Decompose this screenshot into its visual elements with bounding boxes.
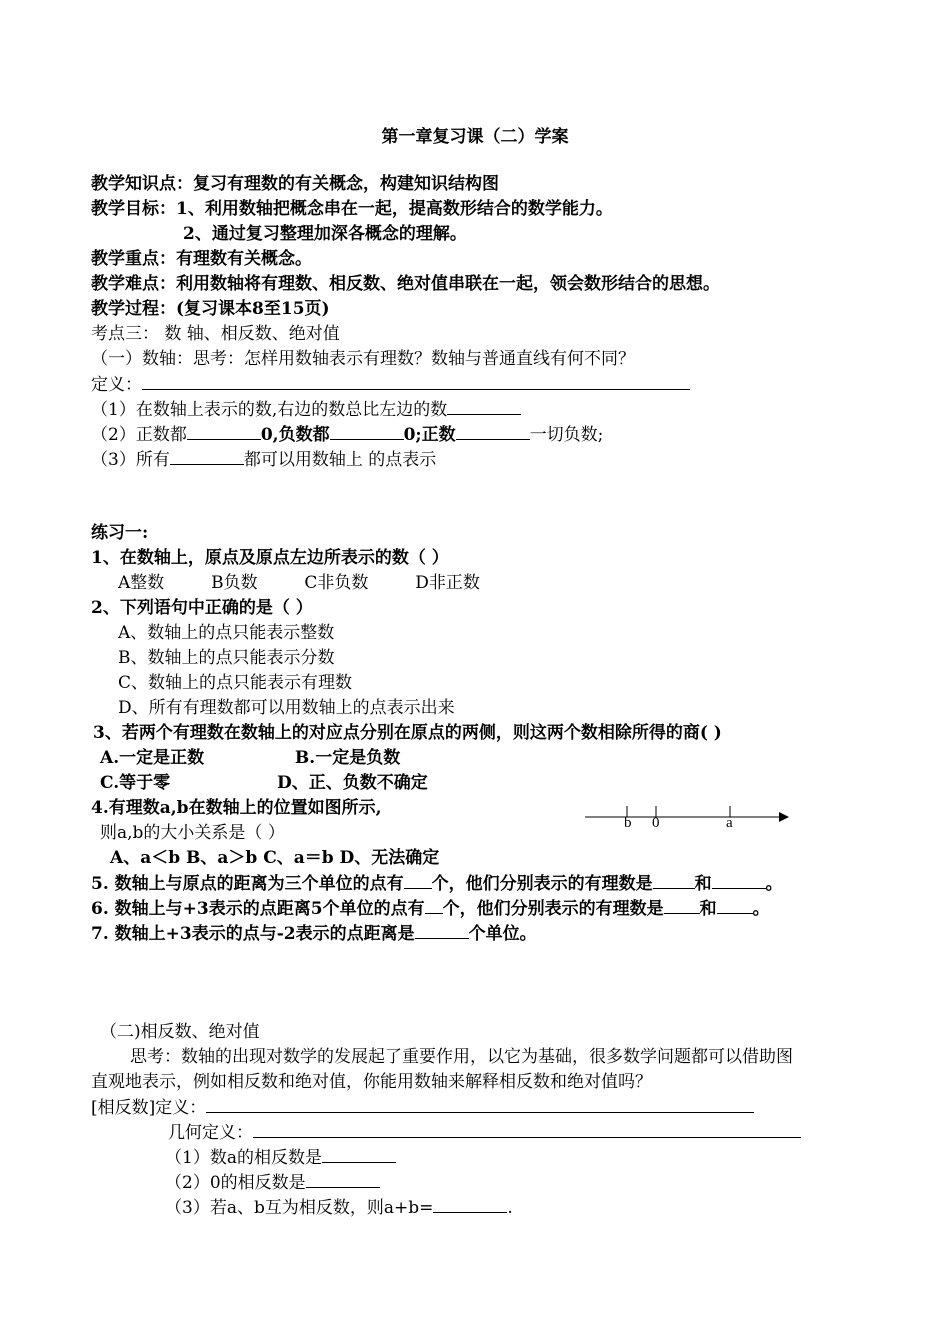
definition-line [91,373,690,396]
question-3-options-row2 [100,772,428,794]
option-c[interactable]: C.等于零 [100,773,171,793]
question-3-options-row1 [100,747,400,769]
blank[interactable] [330,423,404,440]
option-b[interactable]: B.一定是负数 [294,748,401,768]
definition-label: 定义： [91,375,142,395]
question-1: 1、在数轴上，原点及原点左边所表示的数（ ） [91,548,449,568]
section1-item1: （1）在数轴上表示的数,右边的数总比左边的数 [91,398,521,421]
teaching-difficulty: 教学难点：利用数轴将有理数、相反数、绝对值串联在一起，领会数形结合的思想。 [91,274,720,294]
section2-think-line2: 直观地表示，例如相反数和绝对值，你能用数轴来解释相反数和绝对值吗？ [91,1072,652,1092]
option-d[interactable]: D非正数 [415,573,480,593]
question-6: 6. 数轴上与+3表示的点距离5个单位的点有 个，他们分别表示的有理数是 和 。 [91,899,770,919]
page-title: 第一章复习课（二）学案 [381,127,569,147]
question-7: 7. 数轴上+3表示的点与-2表示的点距离是 个单位。 [91,924,537,944]
definition-blank[interactable] [206,1096,754,1113]
section1-item2: （2）正数都 0,负数都 0;正数 一切负数; [91,425,604,445]
geometric-definition-blank[interactable] [253,1121,801,1138]
teaching-key: 教学重点：有理数有关概念。 [91,249,312,269]
teaching-goal-2: 2、通过复习整理加深各概念的理解。 [183,224,467,244]
blank[interactable] [664,897,700,914]
section1-heading: （一）数轴：思考：怎样用数轴表示有理数？数轴与普通直线有何不同？ [91,349,635,369]
teaching-process: 教学过程：(复习课本8至15页) [91,299,330,319]
option-a[interactable]: A整数 [118,573,165,593]
question-4-options: A、a＜b B、a＞b C、a＝b D、无法确定 [110,848,440,868]
number-line-figure [583,800,793,834]
number-line-arrow [779,812,789,822]
section2-item1: （1）数a的相反数是 [165,1146,396,1169]
section2-item2: （2）0的相反数是 [165,1171,380,1194]
geometric-definition: 几何定义： [168,1121,801,1144]
question-2-option-a[interactable]: A、数轴上的点只能表示整数 [118,623,335,643]
label-zero: 0 [652,815,660,831]
blank[interactable] [306,1171,380,1188]
question-3: 3、若两个有理数在数轴上的对应点分别在原点的两侧，则这两个数相除所得的商( ) [93,723,722,743]
blank[interactable] [712,872,766,889]
question-2-option-c[interactable]: C、数轴上的点只能表示有理数 [118,673,353,693]
exam-topic: 考点三： 数 轴、相反数、绝对值 [91,324,340,344]
section2-think-line1: 思考：数轴的出现对数学的发展起了重要作用，以它为基础，很多数学问题都可以借助图 [130,1047,793,1067]
question-2-option-b[interactable]: B、数轴上的点只能表示分数 [118,648,335,668]
section1-item3: （3）所有 都可以用数轴上 的点表示 [91,450,437,470]
teaching-goal-1: 教学目标：1、利用数轴把概念串在一起，提高数形结合的数学能力。 [91,199,613,219]
blank[interactable] [415,922,469,939]
blank[interactable] [170,448,244,465]
question-4: 4.有理数a,b在数轴上的位置如图所示, [91,798,382,818]
blank[interactable] [404,872,432,889]
question-2: 2、下列语句中正确的是（ ） [91,598,313,618]
option-d[interactable]: D、正、负数不确定 [276,773,428,793]
option-a[interactable]: A.一定是正数 [100,748,205,768]
definition-blank[interactable] [142,373,690,390]
blank[interactable] [433,1196,507,1213]
question-1-options [118,572,480,594]
knowledge-point: 教学知识点：复习有理数的有关概念，构建知识结构图 [91,174,499,194]
question-4-sub: 则a,b的大小关系是（ ） [100,823,285,843]
option-b[interactable]: B负数 [211,573,258,593]
section2-heading: （二)相反数、绝对值 [100,1022,260,1042]
blank[interactable] [653,872,695,889]
option-c[interactable]: C非负数 [304,573,369,593]
blank[interactable] [717,897,753,914]
label-b: b [624,815,632,831]
question-2-option-d[interactable]: D、所有有理数都可以用数轴上的点表示出来 [118,698,455,718]
question-5: 5. 数轴上与原点的距离为三个单位的点有 个，他们分别表示的有理数是 和 。 [91,874,783,894]
blank[interactable] [322,1146,396,1163]
blank[interactable] [425,897,443,914]
blank[interactable] [447,398,521,415]
blank[interactable] [456,423,530,440]
blank[interactable] [187,423,261,440]
opposite-definition: [相反数]定义： [91,1096,754,1119]
label-a: a [726,815,733,831]
practice-heading: 练习一: [91,523,149,543]
section2-item3: （3）若a、b互为相反数，则a+b= . [165,1198,513,1218]
